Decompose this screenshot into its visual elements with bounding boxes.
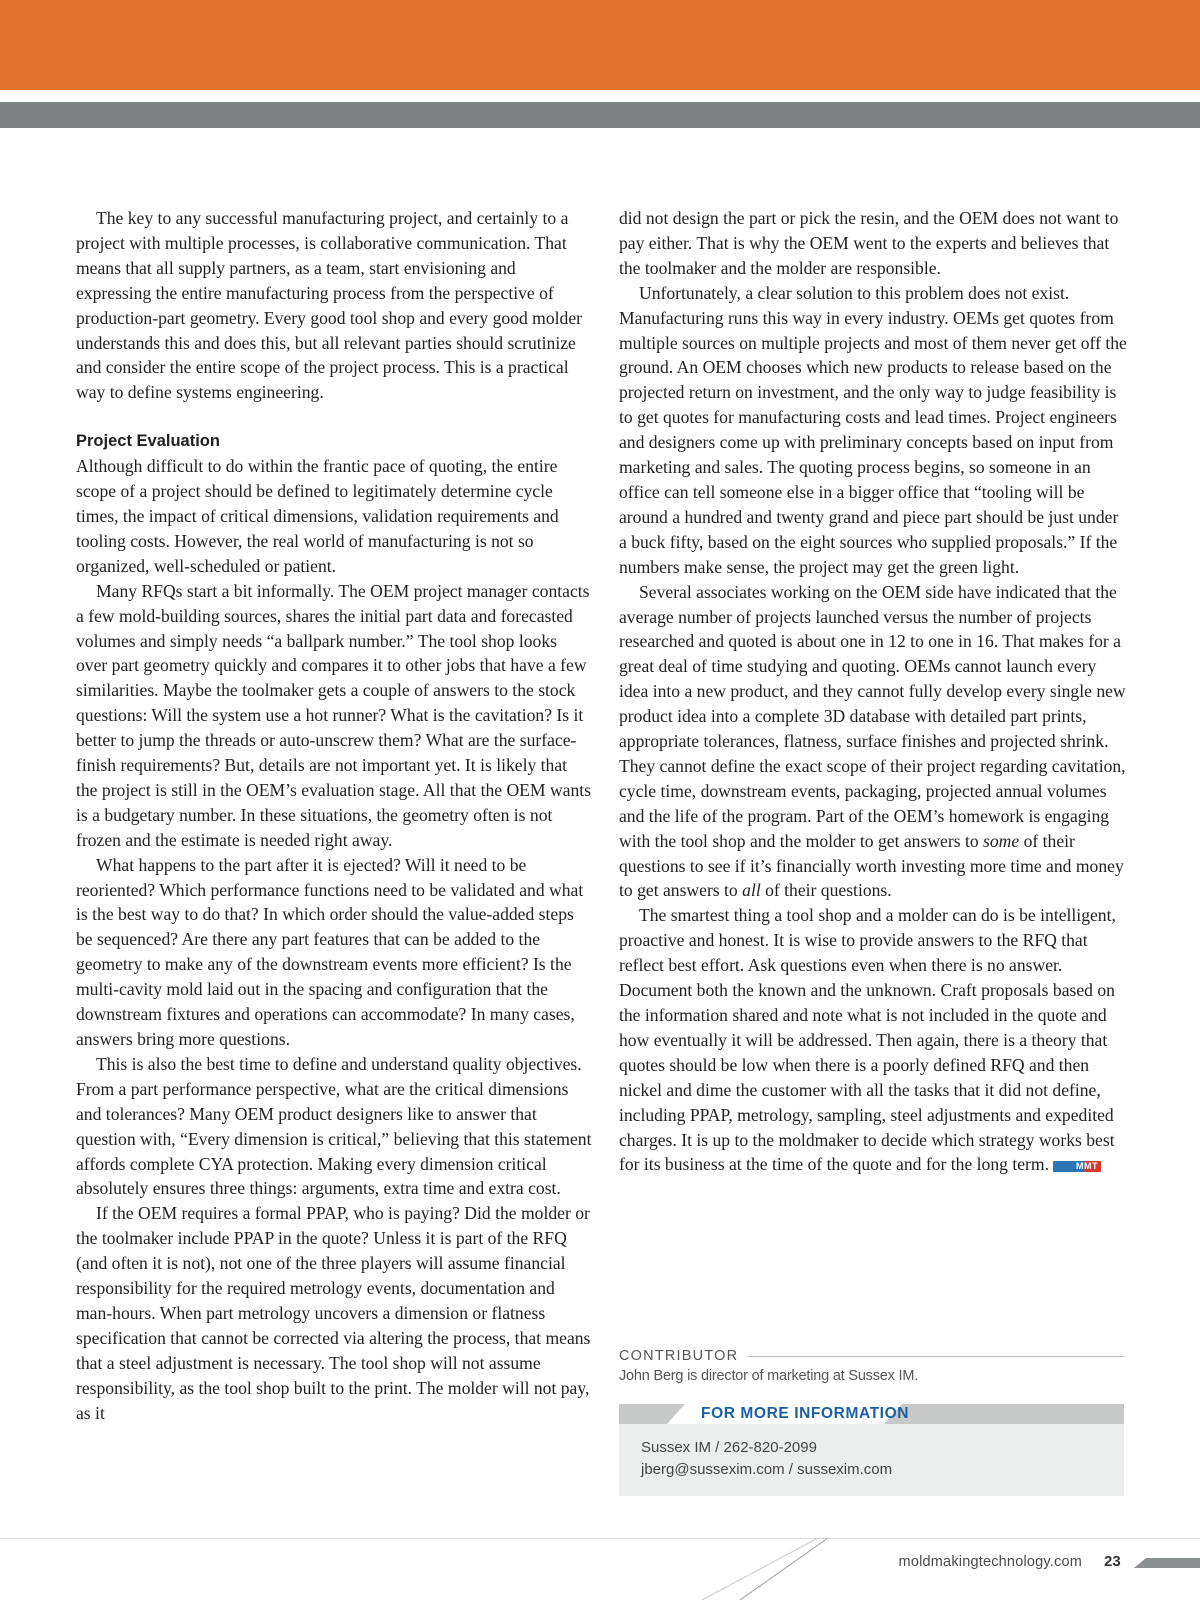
emphasis-some: some xyxy=(983,830,1020,851)
more-info-box xyxy=(619,1404,1124,1496)
right-paragraph-3 xyxy=(619,580,1129,904)
contributor-rule xyxy=(748,1356,1124,1357)
right-paragraph-3-part-c: of their questions. xyxy=(760,880,892,901)
left-paragraph-5: This is also the best time to define and understand quality objectives. From a part performance perspective, what are the critical dimensions and tolerances? Many OEM product designers like to answer that question with, “Every dimension is critical,” believing that this statement affords complete CYA protection. Making every dimension critical absolutely ensures three things: arguments, extra time and extra cost. xyxy=(76,1053,592,1199)
left-paragraph-6: If the OEM requires a formal PPAP, who is paying? Did the molder or the toolmaker include PPAP in the quote? Unless it is part of the RFQ (and often it is not), not one of the three players will assume financial responsibility for the required metrology events, documentation and man-hours. When part metrology uncovers a dimension or flatness specification that cannot be corrected via altering the process, that means that a steel adjustment is necessary. The tool shop will not assume responsibility, as the tool shop built to the print. The molder will not pay, as it xyxy=(76,1203,591,1423)
footer-decorative-lines-icon xyxy=(700,1530,830,1600)
contributor-text: John Berg is director of marketing at Sussex IM. xyxy=(619,1368,919,1384)
contributor-label: CONTRIBUTOR xyxy=(619,1348,739,1364)
right-paragraph-4 xyxy=(619,903,1129,1177)
left-paragraph-4: What happens to the part after it is ejected? Will it need to be reoriented? Which performance functions need to be validated and what is the best way to do that? In which order should the value-added steps be sequenced? Are there any part features that can be added to the geometry to make any of the downstream events more efficient? Is the multi-cavity mold laid out in the spacing and configuration that the downstream fixtures and operations can accommodate? In many cases, answers bring more questions. xyxy=(76,854,584,1049)
right-paragraph-2: Unfortunately, a clear solution to this problem does not exist. Manufacturing runs this way in every industry. OEMs get quotes from multiple sources on multiple projects and most of them never get off the ground. An OEM chooses which new products to release based on the projected return on investment, and the only way to judge feasibility is to get quotes for manufacturing costs and lead times. Project engineers and designers come up with preliminary concepts based on input from marketing and sales. The quoting process begins, so someone in an office can tell someone else in a bigger office that “tooling will be around a hundred and twenty grand and piece part should be just under a buck fifty, based on the eight sources who supplied proposals.” If the numbers make sense, the project may get the green light. xyxy=(619,282,1127,577)
left-column xyxy=(76,206,592,1426)
right-column xyxy=(619,206,1129,1177)
section-heading: Project Evaluation xyxy=(76,432,220,451)
header-gray-band xyxy=(0,102,1200,128)
right-paragraph-4-text: The smartest thing a tool shop and a molder can do is be intelligent, proactive and honest. It is wise to provide answers to the RFQ that reflect best effort. Ask questions even when there is no answer. Document both the known and the unknown. Craft proposals based on the information shared and note what is not included in the quote and how eventually it will be addressed. Then again, there is a theory that quotes should be low when there is a poorly defined RFQ and then nickel and dime the customer with all the tasks that it did not define, including PPAP, metrology, sampling, steel adjustments and expedited charges. It is up to the moldmaker to decide which strategy works best for its business at the time of the quote and for the long term. xyxy=(619,905,1116,1175)
left-paragraph-1: The key to any successful manufacturing project, and certainly to a project with multiple processes, is collaborative communication. That means that all supply partners, as a team, start envisioning and expressing the entire manufacturing process from the perspective of production-part geometry. Every good tool shop and every good molder understands this and does this, but all relevant parties should scrutinize and consider the entire scope of the project process. This is a practical way to define systems engineering. xyxy=(76,208,583,403)
contributor-header xyxy=(619,1348,1124,1364)
more-info-email-web[interactable]: jberg@sussexim.com / sussexim.com xyxy=(641,1461,893,1478)
more-info-company-phone[interactable]: Sussex IM / 262-820-2099 xyxy=(641,1439,817,1456)
page-number: 23 xyxy=(1104,1553,1121,1570)
footer-website-link[interactable]: moldmakingtechnology.com xyxy=(898,1554,1082,1570)
mmt-end-logo-icon: MMT xyxy=(1053,1161,1101,1172)
header-orange-band xyxy=(0,0,1200,90)
footer-page-tab xyxy=(1134,1558,1200,1568)
right-paragraph-3-part-a: Several associates working on the OEM side have indicated that the average number of projects launched versus the number of projects researched and quoted is about one in 12 to one in 16. That makes for a great deal of time studying and quoting. OEMs cannot launch every idea into a new product, and they cannot fully develop every single new product idea into a complete 3D database with detailed part prints, appropriate tolerances, flatness, surface finishes and projected shrink. They cannot define the exact scope of their project regarding cavitation, cycle time, downstream events, packaging, projected annual volumes and the life of the program. Part of the OEM’s homework is engaging with the tool shop and the molder to get answers to xyxy=(619,581,1126,851)
more-info-title: FOR MORE INFORMATION xyxy=(701,1405,910,1422)
left-paragraph-3: Many RFQs start a bit informally. The OEM project manager contacts a few mold-building sources, shares the initial part data and forecasted volumes and simply needs “a ballpark number.” The tool shop looks over part geometry quickly and compares it to other jobs that have a few similarities. Maybe the toolmaker gets a couple of answers to the stock questions: Will the system use a hot runner? What is the cavitation? Is it better to jump the threads or auto-unscrew them? What are the surface-finish requirements? But, details are not important yet. It is likely that the project is still in the OEM’s evaluation stage. All that the OEM wants is a budgetary number. In these situations, the geometry often is not frozen and the estimate is needed right away. xyxy=(76,580,592,850)
contributor-block xyxy=(619,1348,1124,1384)
right-paragraph-1: did not design the part or pick the resin, and the OEM does not want to pay either. That is why the OEM went to the experts and believes that the toolmaker and the molder are responsible. xyxy=(619,208,1119,278)
left-paragraph-2: Although difficult to do within the frantic pace of quoting, the entire scope of a project should be defined to legitimately determine cycle times, the impact of critical dimensions, validation requirements and tooling costs. However, the real world of manufacturing is not so organized, well-scheduled or patient. xyxy=(76,456,559,576)
footer-rule xyxy=(0,1538,1200,1539)
right-paragraph-3-part-b: of their questions to see if it’s financially worth investing more time and money to get answers to xyxy=(619,830,1124,901)
emphasis-all: all xyxy=(742,880,761,901)
